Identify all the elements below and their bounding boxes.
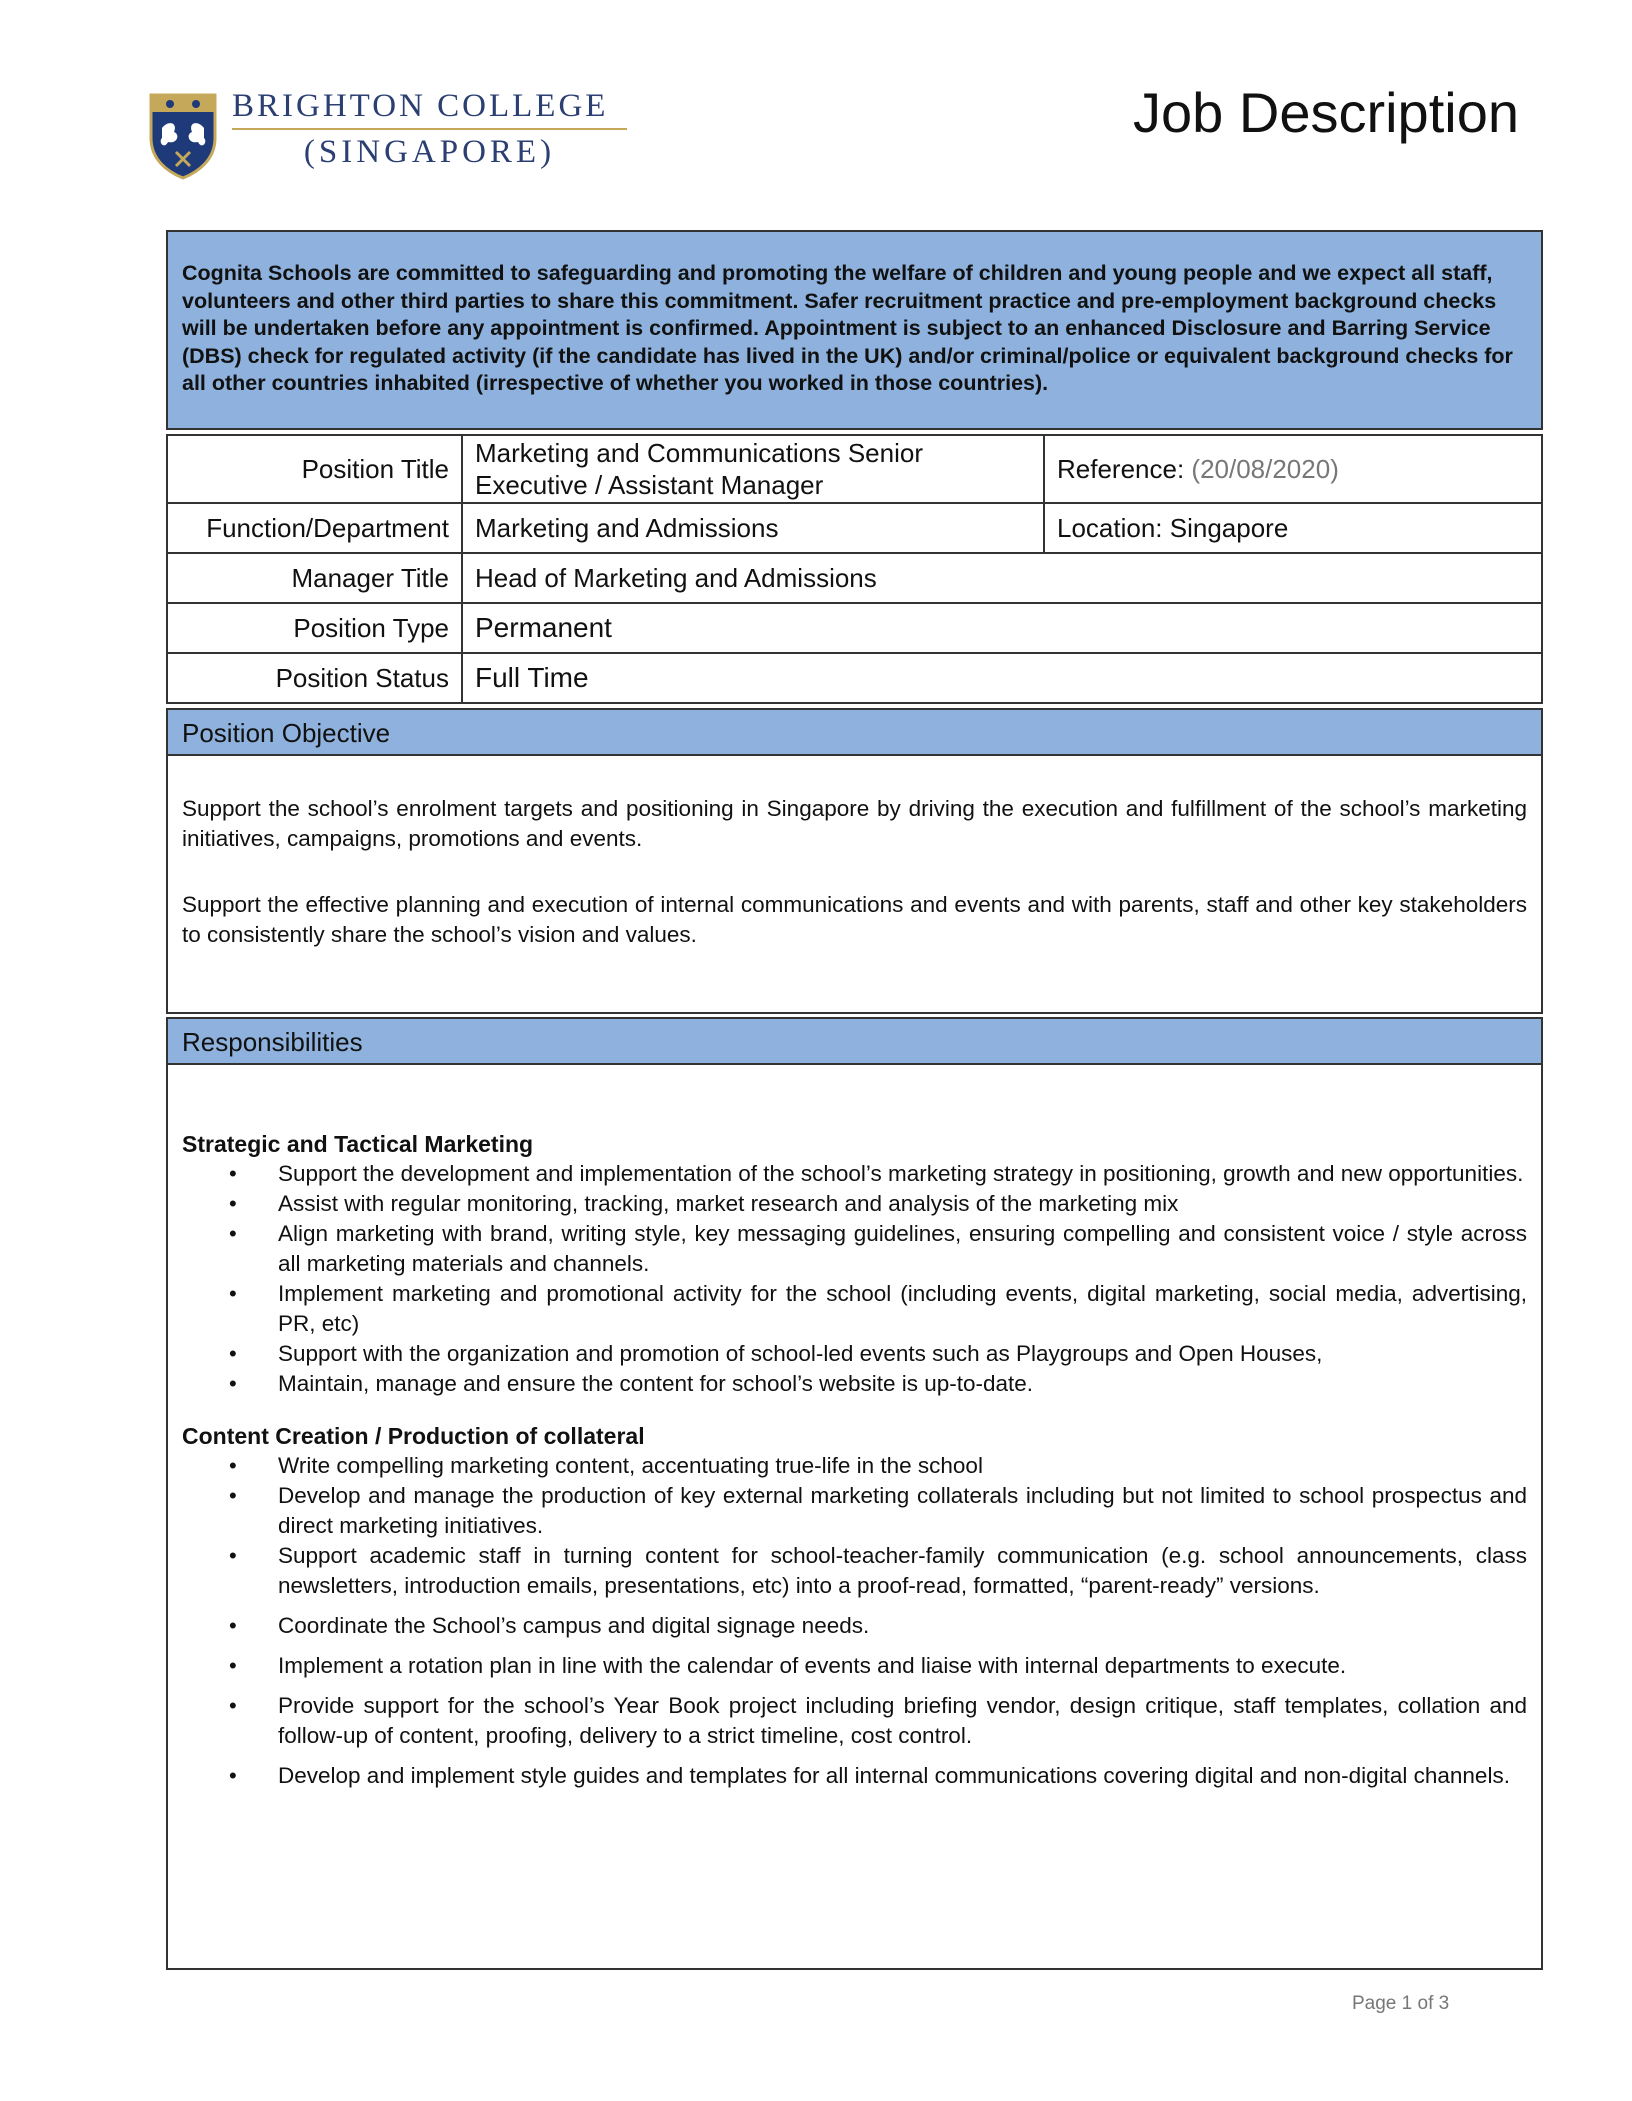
subsection-title: Strategic and Tactical Marketing (182, 1131, 534, 1157)
list-item: • Implement a rotation plan in line with the calendar of events and liaise with internal departments to execute. (182, 1651, 1527, 1681)
brand-divider (232, 128, 627, 130)
table-row (167, 553, 1542, 603)
position-info-table (166, 434, 1543, 704)
bullet-list (182, 1159, 1527, 1399)
list-item: • Provide support for the school’s Year Book project including briefing vendor, design critique, staff templates, collation and follow-up of content, proofing, delivery to a strict timeline, cost control. (182, 1691, 1527, 1751)
location-value: Location: Singapore (1044, 503, 1542, 553)
objective-paragraph: Support the school’s enrolment targets and positioning in Singapore by driving the execution and fulfillment of the school’s marketing initiatives, campaigns, promotions and events. (182, 796, 1527, 851)
position-objective-body (166, 756, 1543, 1014)
position-objective-section (166, 708, 1543, 1014)
list-item: • Support academic staff in turning content for school-teacher-family communication (e.g. school announcements, class newsletters, introduction emails, presentations, etc) into a proof-read, formatted, “parent-ready” versions. (182, 1541, 1527, 1601)
reference-date: (20/08/2020) (1191, 453, 1339, 484)
bullet-list (182, 1451, 1527, 1791)
table-row (167, 653, 1542, 703)
list-item: • Implement marketing and promotional activity for the school (including events, digital marketing, social media, advertising, PR, etc) (182, 1279, 1527, 1339)
school-crest-logo (148, 92, 218, 180)
manager-title-label: Manager Title (167, 553, 462, 603)
table-row (167, 503, 1542, 553)
position-title-label: Position Title (167, 435, 462, 503)
position-type-value: Permanent (462, 603, 1542, 653)
table-row (167, 435, 1542, 503)
list-item: • Write compelling marketing content, accentuating true-life in the school (182, 1451, 1527, 1481)
list-item: • Support the development and implementation of the school’s marketing strategy in positioning, growth and new opportunities. (182, 1159, 1527, 1189)
reference-cell (1044, 435, 1542, 503)
brand-location: (SINGAPORE) (303, 134, 556, 170)
list-item: • Coordinate the School’s campus and digital signage needs. (182, 1611, 1527, 1641)
position-status-value: Full Time (462, 653, 1542, 703)
school-wordmark (232, 88, 632, 171)
position-type-label: Position Type (167, 603, 462, 653)
reference-label: Reference: (1057, 453, 1192, 484)
list-item: • Maintain, manage and ensure the content for school’s website is up-to-date. (182, 1369, 1527, 1399)
list-item: • Support with the organization and promotion of school-led events such as Playgroups and Open Houses, (182, 1339, 1527, 1369)
objective-paragraph: Support the effective planning and execution of internal communications and events and with parents, staff and other key stakeholders to consistently share the school’s vision and values. (182, 892, 1527, 947)
subsection-title: Content Creation / Production of collateral (182, 1423, 645, 1449)
page-number: Page 1 of 3 (1352, 1993, 1450, 2014)
position-objective-heading: Position Objective (166, 708, 1543, 756)
list-item: • Develop and manage the production of key external marketing collaterals including but not limited to school prospectus and direct marketing initiatives. (182, 1481, 1527, 1541)
function-value: Marketing and Admissions (462, 503, 1044, 553)
safeguarding-statement: Cognita Schools are committed to safeguarding and promoting the welfare of children and young people and we expect all staff, volunteers and other third parties to share this commitment. Safer recruitment practice and pre-employment background checks will be undertaken before any appointment is confirmed. Appointment is subject to an enhanced Disclosure and Barring Service (DBS) check for regulated activity (if the candidate has lived in the UK) and/or criminal/police or equivalent background checks for all other countries inhabited (irrespective of whether you worked in those countries). (166, 230, 1543, 430)
position-status-label: Position Status (167, 653, 462, 703)
position-title-value: Marketing and Communications Senior Executive / Assistant Manager (462, 435, 1044, 503)
manager-title-value: Head of Marketing and Admissions (462, 553, 1542, 603)
responsibilities-body (166, 1065, 1543, 1970)
list-item: • Align marketing with brand, writing style, key messaging guidelines, ensuring compelling and consistent voice / style across all marketing materials and channels. (182, 1219, 1527, 1279)
list-item: • Develop and implement style guides and templates for all internal communications covering digital and non-digital channels. (182, 1761, 1527, 1791)
brand-name: BRIGHTON COLLEGE (232, 88, 609, 124)
table-row (167, 603, 1542, 653)
function-label: Function/Department (167, 503, 462, 553)
document-title: Job Description (1133, 81, 1519, 144)
responsibilities-heading: Responsibilities (166, 1017, 1543, 1065)
list-item: • Assist with regular monitoring, tracking, market research and analysis of the marketing mix (182, 1189, 1527, 1219)
responsibilities-section (166, 1017, 1543, 1970)
